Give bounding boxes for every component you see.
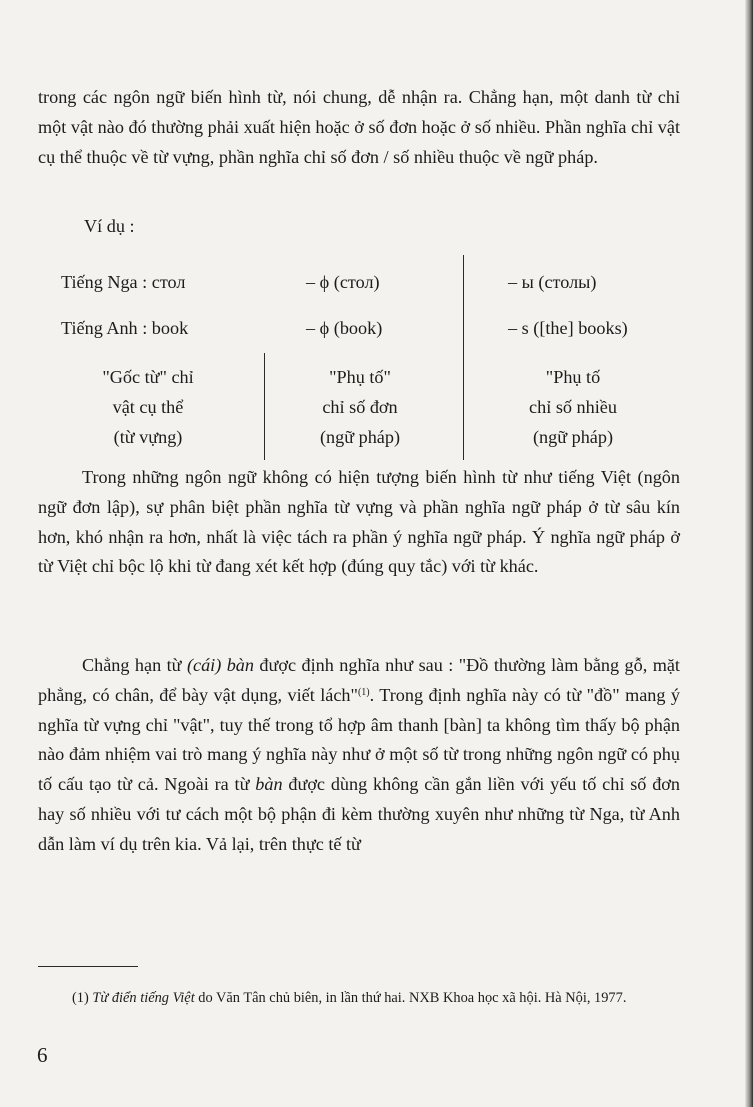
singular-affix-line2: chỉ số đơn: [322, 397, 398, 417]
root-column: [78, 362, 218, 452]
column-divider-left: [264, 353, 265, 460]
column-divider-right: [463, 255, 464, 460]
singular-affix-column: [290, 362, 430, 452]
singular-affix-line3: (ngữ pháp): [319, 427, 401, 447]
page-number: 6: [37, 1043, 48, 1067]
paragraph-isolating-language: Trong những ngôn ngữ không có hiện tượng biến hình từ như tiếng Việt (ngôn ngữ đơn lập), sự phân biệt phần nghĩa từ vựng và phần nghĩa ngữ pháp ở từ sâu kín hơn, khó nhận ra hơn, nhất là việc tách ra phần ý nghĩa ngữ pháp. Ý nghĩa ngữ pháp ở từ Việt chỉ bộc lộ khi từ đang xét kết hợp (đúng quy tắc) với từ khác.: [38, 467, 680, 577]
english-example-label: Tiếng Anh : book: [61, 318, 189, 338]
footnote: (1) Từ điển tiếng Việt do Văn Tân chủ biên, in lần thứ hai. NXB Khoa học xã hội. Hà Nội, 1977.: [72, 990, 627, 1006]
plural-affix-line2: chỉ số nhiều: [529, 397, 617, 417]
page-edge-shadow: [745, 0, 753, 1107]
example-label: Ví dụ :: [84, 216, 135, 236]
paragraph-ban-example: Chẳng hạn từ (cái) bàn được định nghĩa như sau : "Đồ thường làm bằng gỗ, mặt phẳng, có chân, để bày vật dụng, viết lách"$^{(1)}$. Trong định nghĩa này có từ "đồ" mang ý nghĩa từ vựng chỉ "vật", tuy thế trong tổ hợp âm thanh [bàn] ta không tìm thấy bộ phận nào đảm nhiệm vai trò mang ý nghĩa này như ở một số từ trong những ngôn ngữ có phụ tố cấu tạo từ cả. Ngoài ra từ bàn được dùng không cần gắn liền với yếu tố chỉ số đơn hay số nhiều với tư cách một bộ phận đi kèm thường xuyên như những từ Nga, từ Anh dẫn làm ví dụ trên kia. Vả lại, trên thực tế từ: [38, 655, 681, 854]
plural-affix-line1: "Phụ tố: [545, 367, 601, 387]
russian-singular-form: – ϕ (стол): [306, 272, 380, 292]
english-plural-form: – s ([the] books): [508, 318, 628, 338]
plural-affix-line3: (ngữ pháp): [532, 427, 614, 447]
russian-plural-form: – ы (столы): [508, 272, 597, 292]
plural-affix-column: [503, 362, 643, 452]
russian-example-label: Tiếng Nga : стол: [61, 272, 186, 292]
english-singular-form: – ϕ (book): [306, 318, 383, 338]
root-column-line3: (từ vựng): [113, 427, 183, 447]
root-column-line2: vật cụ thể: [112, 397, 184, 417]
footnote-reference[interactable]: (1): [357, 686, 370, 698]
footnote-divider: [38, 966, 138, 967]
singular-affix-line1: "Phụ tố": [329, 367, 391, 387]
root-column-line1: "Gốc từ" chỉ: [102, 367, 194, 387]
paragraph-intro: trong các ngôn ngữ biến hình từ, nói chung, dễ nhận ra. Chẳng hạn, một danh từ chỉ một vật nào đó thường phải xuất hiện hoặc ở số đơn hoặc ở số nhiều. Phần nghĩa chỉ vật cụ thể thuộc về từ vựng, phần nghĩa chỉ số đơn / số nhiều thuộc về ngữ pháp.: [38, 87, 680, 167]
